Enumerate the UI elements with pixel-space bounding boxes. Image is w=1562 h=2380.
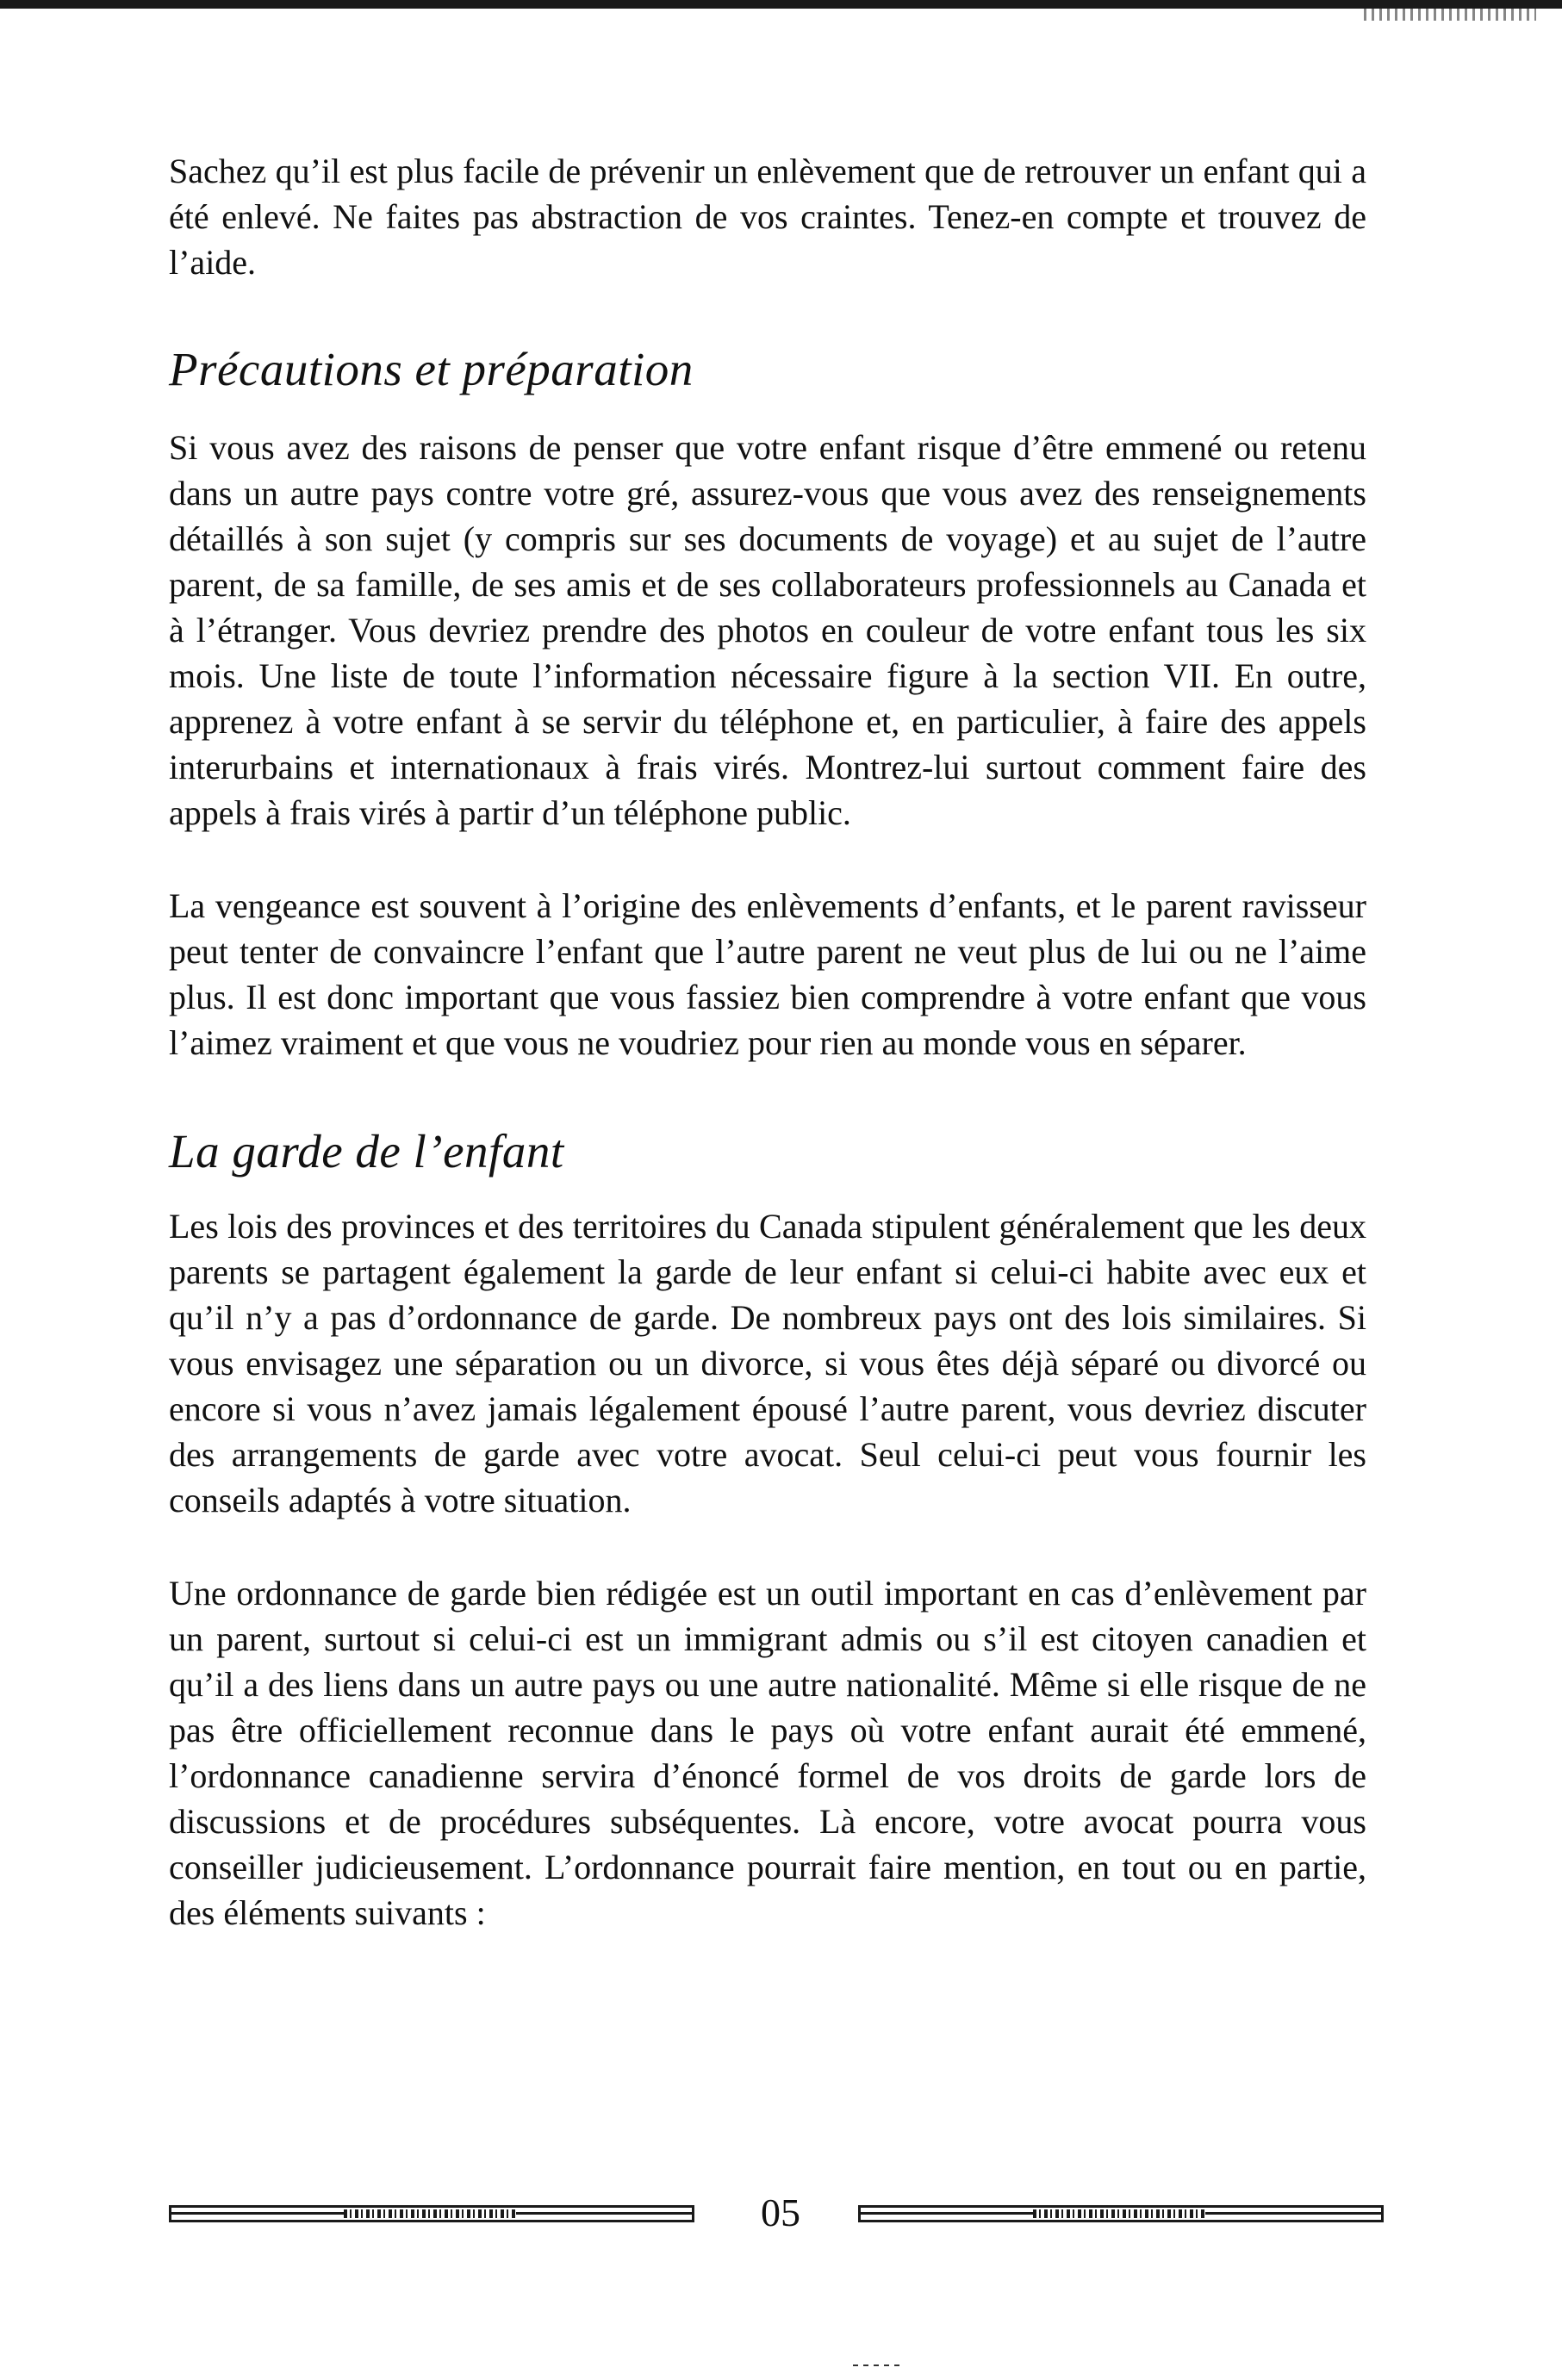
ornament-pattern [1033, 2209, 1205, 2218]
garde-paragraph-1: Les lois des provinces et des territoires du Canada stipulent généralement que les deux parents se partagent également la garde de leur enfant si celui-ci habite avec eux et qu’il n’y a pas d’ordonnance de garde. De nombreux pays ont des lois similaires. Si vous envisagez une séparation ou un divorce, si vous êtes déjà séparé ou divorcé ou encore si vous n’avez jamais légalement épousé l’autre parent, vous devriez discuter des arrangements de garde avec votre avocat. Seul celui-ci peut vous fournir les conseils adaptés à votre situation. [169, 1207, 1366, 1519]
precautions-paragraph-1: Si vous avez des raisons de penser que votre enfant risque d’être emmené ou retenu dans un autre pays contre votre gré, assurez-vous que vous avez des renseignements détaillés à son sujet (y compris sur ses documents de voyage) et au sujet de l’autre parent, de sa famille, de ses amis et de ses collaborateurs professionnels au Canada et à l’étranger. Vous devriez prendre des photos en couleur de votre enfant tous les six mois. Une liste de toute l’information nécessaire figure à la section VII. En outre, apprenez à votre enfant à se servir du téléphone et, en particulier, à faire des appels interurbains et internationaux à frais virés. Montrez-lui surtout comment faire des appels à frais virés à partir d’un téléphone public. [169, 428, 1366, 832]
footer-ornament-right [858, 2205, 1384, 2222]
ornament-pattern [344, 2209, 516, 2218]
page-footer [169, 2190, 1384, 2234]
page-body [169, 148, 1366, 1936]
precautions-paragraph-2: La vengeance est souvent à l’origine des enlèvements d’enfants, et le parent ravisseur peut tenter de convaincre l’enfant que l’autre parent ne veut plus de lui ou ne l’aime plus. Il est donc important que vous fassiez bien comprendre à votre enfant que vous l’aimez vraiment et que vous ne voudriez pour rien au monde vous en séparer. [169, 886, 1366, 1062]
top-edge-rule [0, 0, 1562, 9]
heading-garde: La garde de l’enfant [169, 1125, 564, 1178]
footer-ornament-left [169, 2205, 694, 2222]
garde-paragraph-2: Une ordonnance de garde bien rédigée est un outil important en cas d’enlèvement par un parent, surtout si celui-ci est un immigrant admis ou s’il est citoyen canadien et qu’il a des liens dans un autre pays ou une autre nationalité. Même si elle risque de ne pas être officiellement reconnue dans le pays où votre enfant aurait été emmené, l’ordonnance canadienne servira d’énoncé formel de vos droits de garde lors de discussions et de procédures subséquentes. Là encore, votre avocat pourra vous conseiller judicieusement. L’ordonnance pourrait faire mention, en tout ou en partie, des éléments suivants : [169, 1574, 1366, 1932]
scan-artifact-bottom [853, 2364, 905, 2366]
heading-precautions: Précautions et préparation [169, 343, 694, 395]
intro-paragraph: Sachez qu’il est plus facile de prévenir un enlèvement que de retrouver un enfant qui a été enlevé. Ne faites pas abstraction de vos craintes. Tenez-en compte et trouvez de l’aide. [169, 152, 1366, 282]
page-number: 05 [761, 2190, 800, 2234]
scan-artifact [1364, 9, 1536, 21]
